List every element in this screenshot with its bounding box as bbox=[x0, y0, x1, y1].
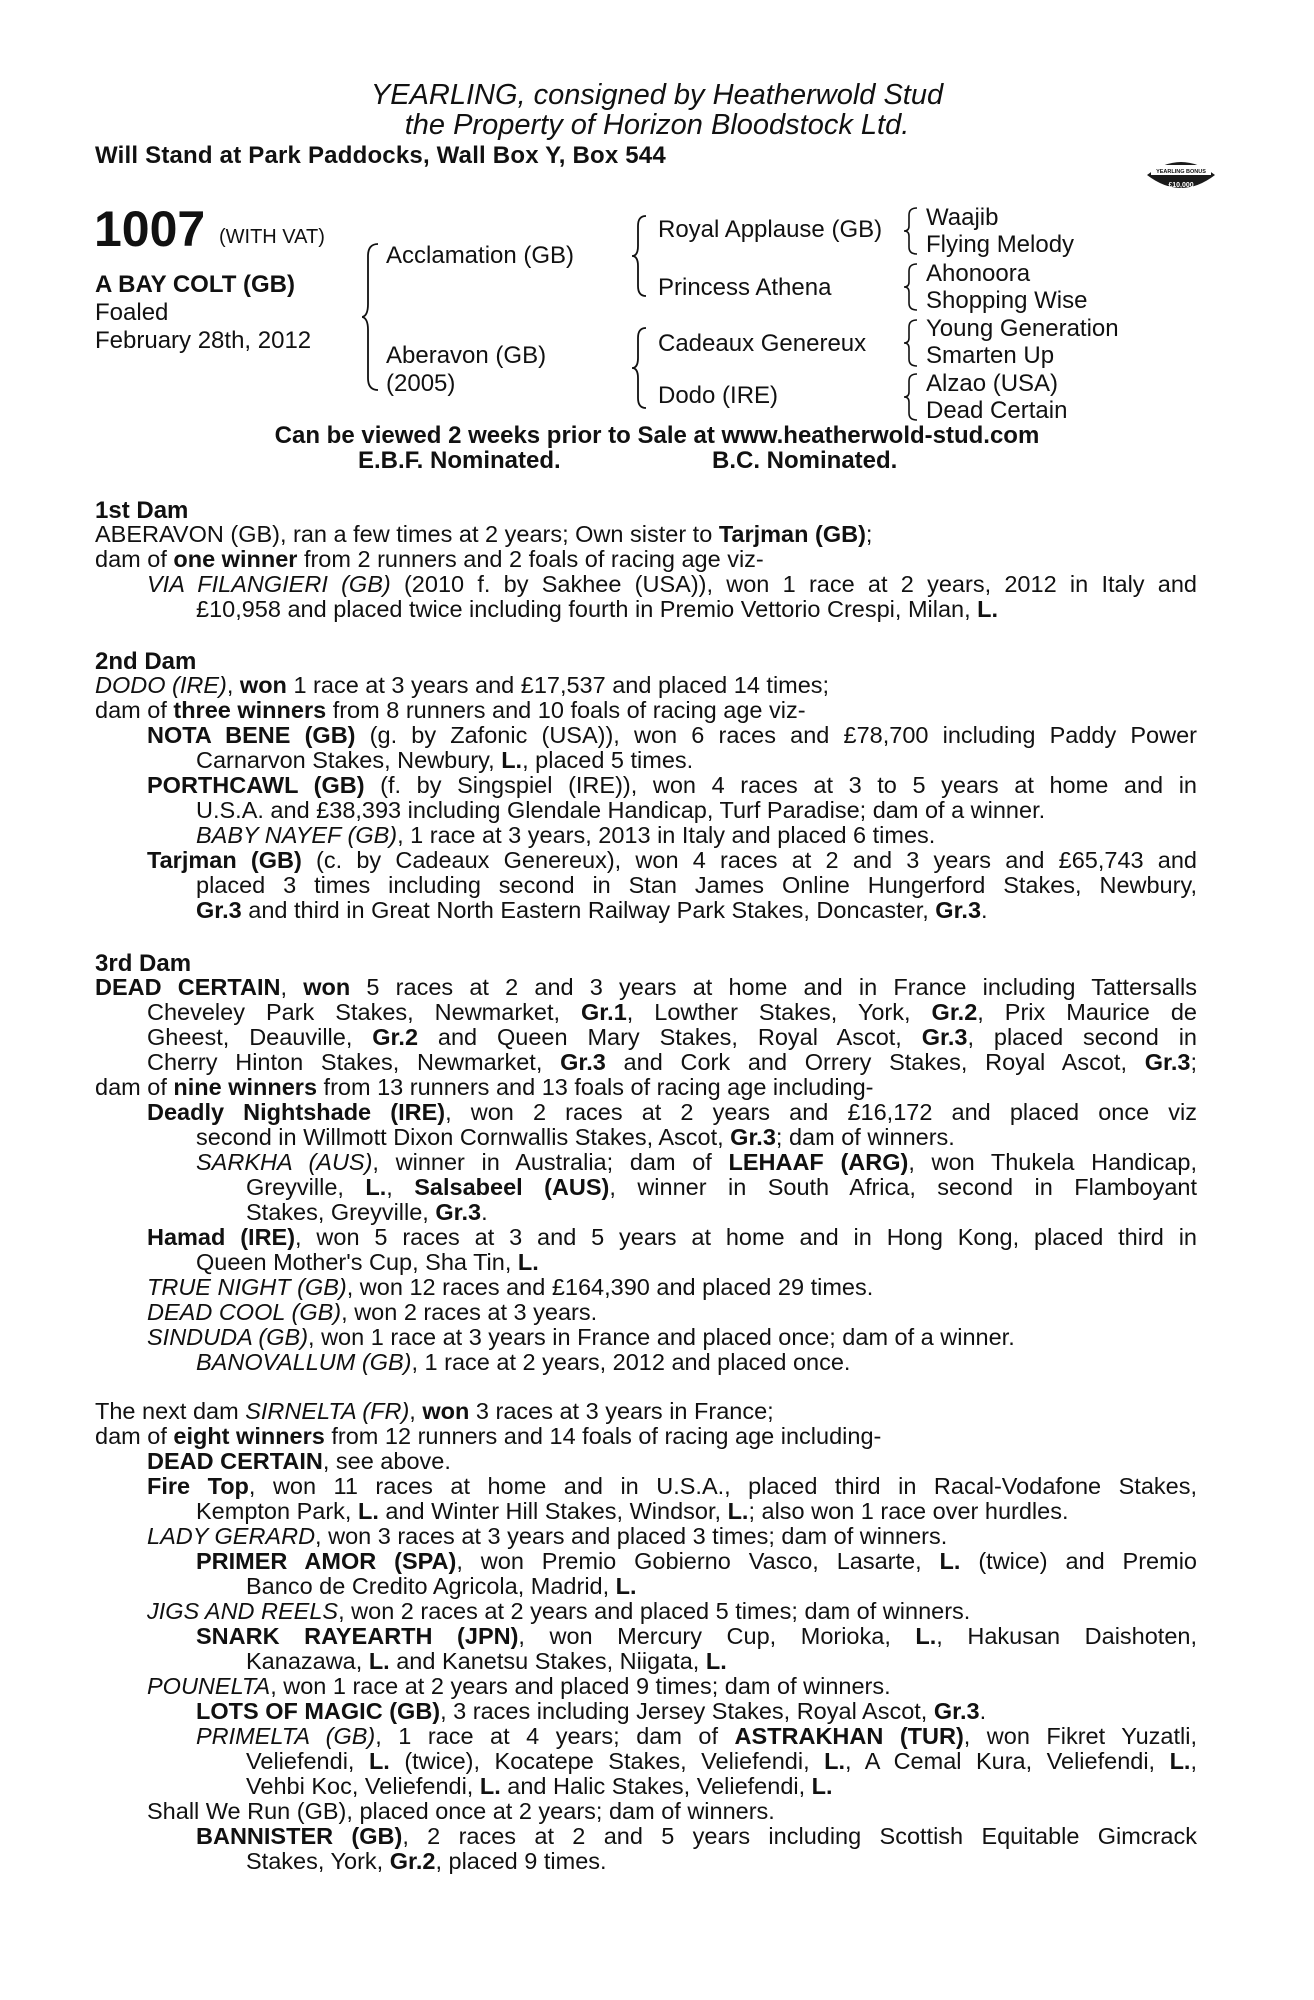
pedigree-text-line: TRUE NIGHT (GB), won 12 races and £164,390 and placed 29 times. bbox=[147, 1274, 874, 1300]
pedigree-g3-6: Smarten Up bbox=[926, 342, 1055, 369]
pedigree-text-line: Cheveley Park Stakes, Newmarket, Gr.1, Lowther Stakes, York, Gr.2, Prix Maurice de bbox=[147, 999, 1198, 1025]
pedigree-brace-g3 bbox=[904, 318, 920, 368]
pedigree-text-line: Stakes, Greyville, Gr.3. bbox=[246, 1199, 488, 1225]
pedigree-text-line: Gr.3 and third in Great North Eastern Railway Park Stakes, Doncaster, Gr.3. bbox=[196, 897, 988, 923]
pedigree-text-line: dam of eight winners from 12 runners and 14 foals of racing age including- bbox=[95, 1423, 882, 1449]
pedigree-text-line: VIA FILANGIERI (GB) (2010 f. by Sakhee (USA)), won 1 race at 2 years, 2012 in Italy and bbox=[147, 571, 1198, 597]
pedigree-text-line: Hamad (IRE), won 5 races at 3 and 5 years at home and in Hong Kong, placed third in bbox=[147, 1224, 1197, 1250]
yearling-bonus-badge bbox=[1143, 147, 1219, 201]
lot-vat: (WITH VAT) bbox=[219, 226, 325, 248]
pedigree-text-line: LOTS OF MAGIC (GB), 3 races including Jersey Stakes, Royal Ascot, Gr.3. bbox=[196, 1698, 987, 1724]
pedigree-text-line: Tarjman (GB) (c. by Cadeaux Genereux), won 4 races at 2 and 3 years and £65,743 and bbox=[147, 847, 1198, 873]
pedigree-brace-main bbox=[362, 242, 382, 392]
pedigree-g3-3: Ahonoora bbox=[926, 260, 1031, 287]
pedigree-text-line: PRIMER AMOR (SPA), won Premio Gobierno Vasco, Lasarte, L. (twice) and Premio bbox=[196, 1548, 1197, 1574]
viewing-note: Can be viewed 2 weeks prior to Sale at www.heatherwold-stud.com bbox=[274, 422, 1040, 449]
pedigree-text-line: POUNELTA, won 1 race at 2 years and placed 9 times; dam of winners. bbox=[147, 1673, 891, 1699]
pedigree-text-line: DEAD CERTAIN, won 5 races at 2 and 3 years at home and in France including Tattersalls bbox=[95, 974, 1197, 1000]
pedigree-text-line: JIGS AND REELS, won 2 races at 2 years and placed 5 times; dam of winners. bbox=[147, 1598, 971, 1624]
foaled-label: Foaled bbox=[95, 299, 169, 326]
pedigree-dam-dam: Dodo (IRE) bbox=[658, 382, 779, 409]
badge-middle-text: YEARLING BONUS bbox=[1156, 169, 1206, 175]
pedigree-text-line: Kanazawa, L. and Kanetsu Stakes, Niigata, L. bbox=[246, 1648, 727, 1674]
second-dam-heading: 2nd Dam bbox=[95, 648, 197, 675]
pedigree-text-line: U.S.A. and £38,393 including Glendale Handicap, Turf Paradise; dam of a winner. bbox=[196, 797, 1046, 823]
pedigree-text-line: Carnarvon Stakes, Newbury, L., placed 5 times. bbox=[196, 747, 694, 773]
pedigree-sire: Acclamation (GB) bbox=[386, 242, 575, 269]
pedigree-text-line: second in Willmott Dixon Cornwallis Stakes, Ascot, Gr.3; dam of winners. bbox=[196, 1124, 955, 1150]
pedigree-text-line: Fire Top, won 11 races at home and in U.S.A., placed third in Racal-Vodafone Stakes, bbox=[147, 1473, 1197, 1499]
pedigree-brace-g2 bbox=[904, 262, 920, 312]
pedigree-brace-g1 bbox=[904, 206, 920, 256]
lot-description: A BAY COLT (GB) bbox=[95, 271, 296, 298]
pedigree-text-line: LADY GERARD, won 3 races at 3 years and placed 3 times; dam of winners. bbox=[147, 1523, 948, 1549]
pedigree-text-line: DEAD COOL (GB), won 2 races at 3 years. bbox=[147, 1299, 598, 1325]
pedigree-text-line: £10,958 and placed twice including fourth in Premio Vettorio Crespi, Milan, L. bbox=[196, 596, 999, 622]
pedigree-text-line: PRIMELTA (GB), 1 race at 4 years; dam of ASTRAKHAN (TUR), won Fikret Yuzatli, bbox=[196, 1723, 1197, 1749]
pedigree-text-line: Queen Mother's Cup, Sha Tin, L. bbox=[196, 1249, 539, 1275]
pedigree-text-line: Cherry Hinton Stakes, Newmarket, Gr.3 and Cork and Orrery Stakes, Royal Ascot, Gr.3; bbox=[147, 1049, 1197, 1075]
pedigree-text-line: BANOVALLUM (GB), 1 race at 2 years, 2012 and placed once. bbox=[196, 1349, 851, 1375]
badge-bottom-text: £10,000 bbox=[1168, 182, 1194, 189]
pedigree-text-line: Vehbi Koc, Veliefendi, L. and Halic Stakes, Veliefendi, L. bbox=[246, 1773, 833, 1799]
badge-top-text: RACING POST bbox=[1163, 158, 1199, 164]
pedigree-text-line: Greyville, L., Salsabeel (AUS), winner in South Africa, second in Flamboyant bbox=[246, 1174, 1198, 1200]
pedigree-sire-sire: Royal Applause (GB) bbox=[658, 216, 883, 243]
pedigree-g3-8: Dead Certain bbox=[926, 397, 1068, 424]
pedigree-text-line: dam of three winners from 8 runners and 10 foals of racing age viz- bbox=[95, 697, 806, 723]
pedigree-text-line: dam of nine winners from 13 runners and 13 foals of racing age including- bbox=[95, 1074, 874, 1100]
third-dam-heading: 3rd Dam bbox=[95, 950, 192, 977]
pedigree-brace-g4 bbox=[904, 372, 920, 422]
bc-nomination: B.C. Nominated. bbox=[712, 447, 898, 474]
pedigree-text-line: ABERAVON (GB), ran a few times at 2 years; Own sister to Tarjman (GB); bbox=[95, 521, 873, 547]
pedigree-sire-dam: Princess Athena bbox=[658, 274, 832, 301]
pedigree-text-line: SNARK RAYEARTH (JPN), won Mercury Cup, Morioka, L., Hakusan Daishoten, bbox=[196, 1623, 1198, 1649]
pedigree-dam-year: (2005) bbox=[386, 370, 456, 397]
pedigree-text-line: Deadly Nightshade (IRE), won 2 races at 2 years and £16,172 and placed once viz bbox=[147, 1099, 1198, 1125]
pedigree-text-line: BANNISTER (GB), 2 races at 2 and 5 years including Scottish Equitable Gimcrack bbox=[196, 1823, 1197, 1849]
pedigree-brace-dam bbox=[632, 326, 650, 410]
lot-number: 1007 bbox=[94, 201, 206, 257]
pedigree-dam: Aberavon (GB) bbox=[386, 342, 547, 369]
pedigree-text-line: DODO (IRE), won 1 race at 3 years and £17,537 and placed 14 times; bbox=[95, 672, 830, 698]
pedigree-g3-5: Young Generation bbox=[926, 315, 1119, 342]
pedigree-dam-sire: Cadeaux Genereux bbox=[658, 330, 867, 357]
pedigree-g3-1: Waajib bbox=[926, 204, 999, 231]
pedigree-text-line: Banco de Credito Agricola, Madrid, L. bbox=[246, 1573, 637, 1599]
pedigree-text-line: The next dam SIRNELTA (FR), won 3 races at 3 years in France; bbox=[95, 1398, 774, 1424]
pedigree-text-line: Kempton Park, L. and Winter Hill Stakes, Windsor, L.; also won 1 race over hurdles. bbox=[196, 1498, 1069, 1524]
pedigree-text-line: Stakes, York, Gr.2, placed 9 times. bbox=[246, 1848, 607, 1874]
pedigree-text-line: Gheest, Deauville, Gr.2 and Queen Mary Stakes, Royal Ascot, Gr.3, placed second in bbox=[147, 1024, 1198, 1050]
pedigree-text-line: NOTA BENE (GB) (g. by Zafonic (USA)), won 6 races and £78,700 including Paddy Power bbox=[147, 722, 1197, 748]
property-line: the Property of Horizon Bloodstock Ltd. bbox=[404, 109, 910, 141]
ebf-nomination: E.B.F. Nominated. bbox=[358, 447, 561, 474]
pedigree-text-line: DEAD CERTAIN, see above. bbox=[147, 1448, 451, 1474]
pedigree-text-line: Shall We Run (GB), placed once at 2 years; dam of winners. bbox=[147, 1798, 775, 1824]
pedigree-text-line: dam of one winner from 2 runners and 2 foals of racing age viz- bbox=[95, 546, 764, 572]
pedigree-g3-7: Alzao (USA) bbox=[926, 370, 1059, 397]
pedigree-text-line: SINDUDA (GB), won 1 race at 3 years in France and placed once; dam of a winner. bbox=[147, 1324, 1015, 1350]
pedigree-text-line: BABY NAYEF (GB), 1 race at 3 years, 2013 in Italy and placed 6 times. bbox=[196, 822, 936, 848]
pedigree-text-line: placed 3 times including second in Stan James Online Hungerford Stakes, Newbury, bbox=[196, 872, 1197, 898]
pedigree-g3-2: Flying Melody bbox=[926, 231, 1075, 258]
pedigree-text-line: SARKHA (AUS), winner in Australia; dam of LEHAAF (ARG), won Thukela Handicap, bbox=[196, 1149, 1197, 1175]
foaled-date: February 28th, 2012 bbox=[95, 327, 312, 354]
first-dam-heading: 1st Dam bbox=[95, 497, 189, 524]
pedigree-text-line: PORTHCAWL (GB) (f. by Singspiel (IRE)), won 4 races at 3 to 5 years at home and in bbox=[147, 772, 1197, 798]
pedigree-brace-sire bbox=[632, 214, 650, 298]
consignor-line: YEARLING, consigned by Heatherwold Stud bbox=[370, 79, 944, 111]
pedigree-text-line: Veliefendi, L. (twice), Kocatepe Stakes, Veliefendi, L., A Cemal Kura, Veliefendi, L., bbox=[246, 1748, 1197, 1774]
stabling-location: Will Stand at Park Paddocks, Wall Box Y, Box 544 bbox=[95, 142, 666, 169]
pedigree-g3-4: Shopping Wise bbox=[926, 287, 1088, 314]
